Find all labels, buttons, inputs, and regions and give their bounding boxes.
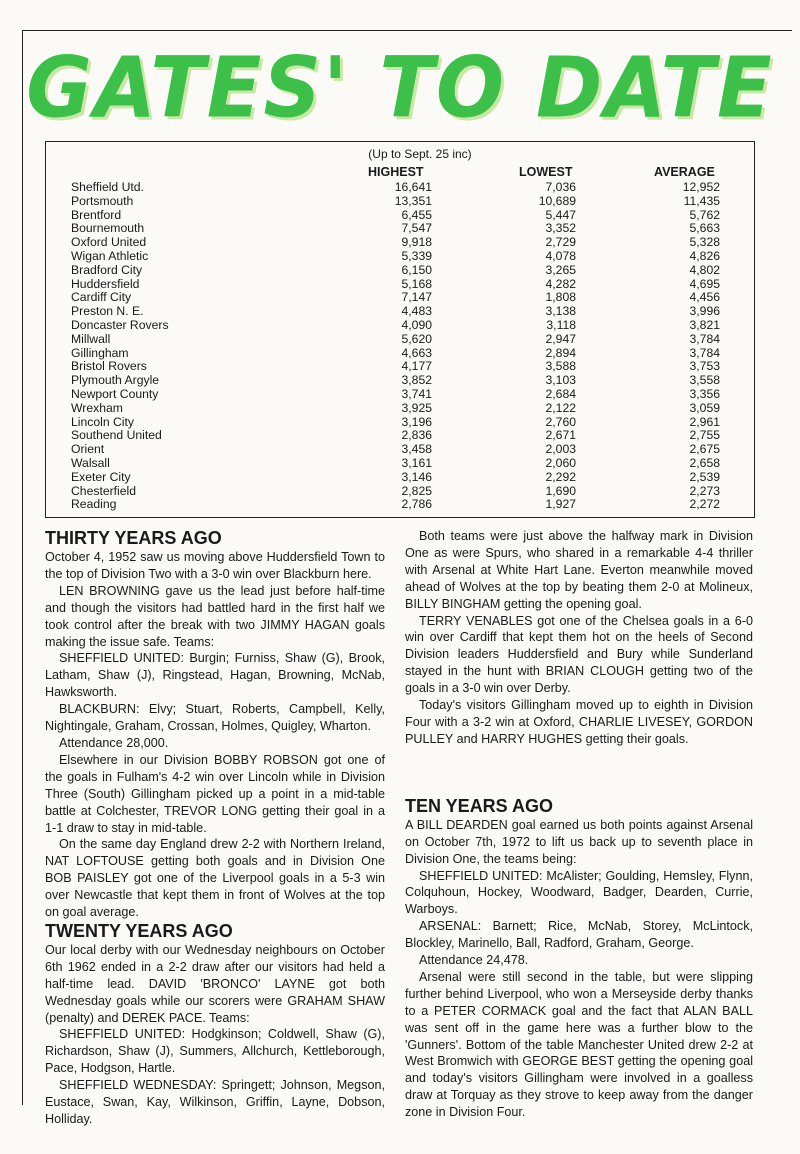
table-row	[46, 443, 754, 457]
paragraph: TERRY VENABLES got one of the Chelsea goals in a 6-0 win over Cardiff that kept them hot on the heels of Second Division leaders Huddersfield and Bury while Sunderland stayed in the hunt with BRIAN CLOUGH getting two of the goals in a 3-0 win over Derby.	[405, 613, 753, 696]
highest-value: 3,161	[401, 455, 432, 470]
team-name: Sheffield Utd.	[71, 180, 144, 194]
table-row	[46, 181, 754, 195]
highest-value: 6,455	[401, 207, 432, 222]
lowest-value: 1,690	[545, 483, 576, 498]
average-value: 3,059	[689, 400, 720, 415]
team-name: Gillingham	[71, 345, 129, 360]
highest-value: 3,852	[401, 373, 432, 388]
highest-value: 6,150	[401, 262, 432, 277]
table-subtitle	[46, 147, 754, 161]
team-name: Exeter City	[71, 469, 131, 484]
table-row	[46, 236, 754, 250]
paragraph: Arsenal were still second in the table, but were slipping further behind Liverpool, who won a Merseyside derby thanks to a PETER CORMACK goal and the fact that ALAN BALL was sent off in the game here was a further blow to the 'Gunners'. Bottom of the table Manchester United drew 2-2 at West Bromwich with GEORGE BEST getting the opening goal and today's visitors Gillingham were involved in a goalless draw at Torquay as they strove to keep away from the danger zone in Division Four.	[405, 969, 753, 1120]
paragraph: Both teams were just above the halfway mark in Division One as were Spurs, who shared in a remarkable 4-4 thriller with Arsenal at White Hart Lane. Everton meanwhile moved ahead of Wolves at the top by beating them 2-0 at Molineux, BILLY BINGHAM getting the opening goal.	[405, 529, 753, 611]
table-row	[46, 305, 754, 319]
highest-value: 4,090	[401, 317, 432, 332]
average-value: 5,663	[689, 221, 720, 236]
lowest-value: 7,036	[545, 180, 576, 194]
highest-value: 3,146	[401, 469, 432, 484]
paragraph: October 4, 1952 saw us moving above Huddersfield Town to the top of Division Two with a 3-0 win over Blackburn here.	[45, 550, 385, 581]
twenty-years-heading: TWENTY YEARS AGO	[45, 920, 233, 941]
header-lowest: LOWEST	[519, 165, 573, 179]
team-name: Southend United	[71, 428, 162, 443]
lowest-value: 3,588	[545, 359, 576, 374]
lowest-value: 10,689	[538, 193, 576, 208]
table-row	[46, 319, 754, 333]
highest-value: 3,196	[401, 414, 432, 429]
average-value: 3,821	[689, 317, 720, 332]
team-name: Portsmouth	[71, 193, 134, 208]
paragraph: SHEFFIELD UNITED: Hodgkinson; Coldwell, Shaw (G), Richardson, Shaw (J), Summers, Allchurch, Kettleborough, Pace, Hodgson, Hartle.	[45, 1027, 385, 1076]
average-value: 3,996	[689, 304, 720, 319]
lowest-value: 2,122	[545, 400, 576, 415]
average-value: 2,658	[689, 455, 720, 470]
table-row	[46, 416, 754, 430]
attendance-table	[45, 141, 755, 518]
team-name: Newport County	[71, 386, 159, 401]
highest-value: 5,168	[401, 276, 432, 291]
table-row	[46, 264, 754, 278]
highest-value: 3,925	[401, 400, 432, 415]
team-name: Chesterfield	[71, 483, 137, 498]
team-name: Doncaster Rovers	[71, 317, 169, 332]
average-value: 3,356	[689, 386, 720, 401]
highest-value: 5,620	[401, 331, 432, 346]
paragraph: Attendance 24,478.	[419, 953, 529, 968]
highest-value: 4,177	[401, 359, 432, 374]
lowest-value: 3,352	[545, 221, 576, 236]
lowest-value: 2,003	[545, 442, 576, 457]
average-value: 4,826	[689, 248, 720, 263]
average-value: 4,695	[689, 276, 720, 291]
paragraph: On the same day England drew 2-2 with Northern Ireland, NAT LOFTOUSE getting both goals and in Division One BOB PAISLEY got one of the Liverpool goals in a 5-3 win over Newcastle that kept them in front of Wolves at the top on goal average.	[45, 837, 385, 920]
lowest-value: 2,947	[545, 331, 576, 346]
highest-value: 5,339	[401, 248, 432, 263]
lowest-value: 4,282	[545, 276, 576, 291]
header-average: AVERAGE	[654, 165, 715, 179]
table-row	[46, 374, 754, 388]
lowest-value: 2,671	[545, 428, 576, 443]
highest-value: 2,786	[401, 497, 432, 512]
table-row	[46, 291, 754, 305]
lowest-value: 2,894	[545, 345, 576, 360]
average-value: 2,272	[689, 497, 720, 512]
table-row	[46, 278, 754, 292]
lowest-value: 3,265	[545, 262, 576, 277]
paragraph: SHEFFIELD UNITED: Burgin; Furniss, Shaw (G), Brook, Latham, Shaw (J), Ringstead, Hagan, Browning, McNab, Hawksworth.	[45, 651, 385, 700]
team-name: Preston N. E.	[71, 304, 144, 319]
average-value: 3,558	[689, 373, 720, 388]
lowest-value: 1,808	[545, 290, 576, 305]
left-column	[45, 528, 385, 1128]
paragraph: Today's visitors Gillingham moved up to eighth in Division Four with a 3-2 win at Oxford, CHARLIE LIVESEY, GORDON PULLEY and HARRY HUGHES getting their goals.	[405, 698, 753, 746]
paragraph: Elsewhere in our Division BOBBY ROBSON got one of the goals in Fulham's 4-2 win over Lincoln while in Division Three (South) Gillingham picked up a point in a mid-table battle at Colchester, TREVOR LONG getting their goal in a 1-1 draw to stay in mid-table.	[45, 752, 385, 835]
highest-value: 13,351	[394, 193, 432, 208]
highest-value: 3,741	[401, 386, 432, 401]
average-value: 5,328	[689, 235, 720, 250]
table-row	[46, 250, 754, 264]
team-name: Lincoln City	[71, 414, 134, 429]
highest-value: 2,836	[401, 428, 432, 443]
team-name: Huddersfield	[71, 276, 140, 291]
header-highest: HIGHEST	[368, 165, 424, 179]
team-name: Reading	[71, 497, 117, 512]
banner	[0, 40, 800, 135]
paragraph: LEN BROWNING gave us the lead just before half-time and though the visitors had battled hard in the first half we took control after the break with two JIMMY HAGAN goals making the issue safe. Teams:	[45, 583, 385, 649]
highest-value: 3,458	[401, 442, 432, 457]
paragraph: ARSENAL: Barnett; Rice, McNab, Storey, McLintock, Blockley, Marinello, Ball, Radford, Graham, George.	[405, 919, 753, 951]
table-row	[46, 471, 754, 485]
average-value: 2,755	[689, 428, 720, 443]
table-row	[46, 485, 754, 499]
average-value: 4,456	[689, 290, 720, 305]
lowest-value: 4,078	[545, 248, 576, 263]
lowest-value: 2,684	[545, 386, 576, 401]
table-subtitle-text: (Up to Sept. 25 inc)	[368, 147, 472, 161]
team-name: Millwall	[71, 331, 111, 346]
team-name: Bradford City	[71, 262, 143, 277]
table-row	[46, 222, 754, 236]
banner-title: GATES' TO DATE	[26, 38, 774, 136]
team-name: Bournemouth	[71, 221, 145, 236]
lowest-value: 3,118	[546, 317, 576, 332]
highest-value: 7,547	[401, 221, 432, 236]
highest-value: 7,147	[401, 290, 432, 305]
highest-value: 4,483	[401, 304, 432, 319]
table-rows	[46, 181, 754, 512]
highest-value: 9,918	[401, 235, 432, 250]
lowest-value: 3,138	[545, 304, 576, 319]
average-value: 2,961	[689, 414, 720, 429]
team-name: Brentford	[71, 207, 122, 222]
table-row	[46, 388, 754, 402]
average-value: 12,952	[682, 180, 720, 194]
table-row	[46, 347, 754, 361]
team-name: Cardiff City	[71, 290, 132, 305]
table-row	[46, 457, 754, 471]
average-value: 3,784	[689, 331, 720, 346]
lowest-value: 2,760	[545, 414, 576, 429]
average-value: 2,675	[689, 442, 720, 457]
average-value: 4,802	[689, 262, 720, 277]
team-name: Oxford United	[71, 235, 147, 250]
team-name: Plymouth Argyle	[71, 373, 160, 388]
lowest-value: 2,729	[545, 235, 576, 250]
average-value: 3,753	[689, 359, 720, 374]
lowest-value: 5,447	[545, 207, 576, 222]
team-name: Walsall	[71, 455, 110, 470]
team-name: Orient	[71, 442, 105, 457]
table-row	[46, 333, 754, 347]
paragraph: Our local derby with our Wednesday neighbours on October 6th 1962 ended in a 2-2 draw after our visitors had held a half-time lead. DAVID 'BRONCO' LAYNE got both Wednesday goals while our scorers were GRAHAM SHAW (penalty) and DEREK PACE. Teams:	[45, 942, 385, 1025]
table-row	[46, 360, 754, 374]
team-name: Bristol Rovers	[71, 359, 147, 374]
team-name: Wrexham	[71, 400, 123, 415]
highest-value: 2,825	[401, 483, 432, 498]
lowest-value: 2,292	[545, 469, 576, 484]
table-row	[46, 429, 754, 443]
paragraph: Attendance 28,000.	[59, 735, 169, 750]
paragraph: A BILL DEARDEN goal earned us both points against Arsenal on October 7th, 1972 to lift us back up to seventh place in Division One, the teams being:	[405, 817, 753, 866]
spacer	[405, 748, 753, 796]
paragraph: SHEFFIELD UNITED: McAlister; Goulding, Hemsley, Flynn, Colquhoun, Hockey, Woodward, Badger, Dearden, Currie, Warboys.	[405, 868, 753, 917]
highest-value: 16,641	[394, 180, 432, 194]
right-column	[405, 528, 753, 1121]
table-row	[46, 498, 754, 512]
lowest-value: 3,103	[545, 373, 576, 388]
average-value: 3,784	[689, 345, 720, 360]
team-name: Wigan Athletic	[71, 248, 149, 263]
table-row	[46, 402, 754, 416]
table-row	[46, 195, 754, 209]
paragraph: BLACKBURN: Elvy; Stuart, Roberts, Campbell, Kelly, Nightingale, Graham, Crossan, Holmes, Quigley, Wharton.	[45, 702, 385, 734]
paragraph: SHEFFIELD WEDNESDAY: Springett; Johnson, Megson, Eustace, Swan, Kay, Wilkinson, Griffin, Layne, Dobson, Holliday.	[45, 1078, 385, 1126]
average-value: 2,273	[689, 483, 720, 498]
table-row	[46, 209, 754, 223]
thirty-years-heading: THIRTY YEARS AGO	[45, 528, 222, 548]
lowest-value: 1,927	[545, 497, 576, 512]
highest-value: 4,663	[401, 345, 432, 360]
average-value: 5,762	[689, 207, 720, 222]
lowest-value: 2,060	[545, 455, 576, 470]
average-value: 2,539	[689, 469, 720, 484]
ten-years-heading: TEN YEARS AGO	[405, 795, 554, 816]
average-value: 11,435	[683, 193, 720, 208]
